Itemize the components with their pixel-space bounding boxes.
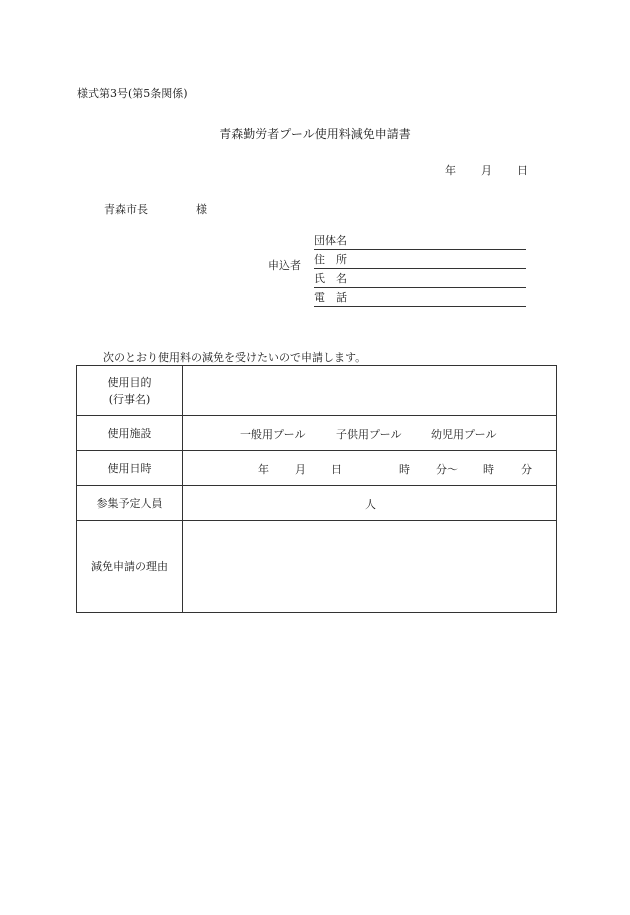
datetime-hour-from-label: 時 (399, 463, 410, 476)
facility-option-children-pool[interactable]: 子供用プール (336, 428, 402, 441)
address-label: 住 所 (314, 253, 347, 266)
reason-label-cell (77, 521, 183, 613)
name-field[interactable] (314, 272, 526, 288)
purpose-label-cell (77, 366, 183, 416)
datetime-minute-to-label: 分 (521, 463, 532, 476)
datetime-label: 使用日時 (107, 461, 152, 475)
applicant-label: 申込者 (268, 259, 301, 272)
purpose-sublabel: (行事名) (108, 392, 151, 406)
phone-label: 電 話 (314, 291, 347, 304)
datetime-label-cell (77, 451, 183, 486)
attendees-label-cell (77, 486, 183, 521)
reason-label: 減免申請の理由 (91, 560, 168, 573)
attendees-unit: 人 (365, 498, 376, 511)
date-year-label: 年 (445, 164, 456, 177)
name-label: 氏 名 (314, 272, 347, 285)
date-day-label: 日 (517, 164, 528, 177)
reason-input-cell[interactable] (183, 521, 557, 613)
group-name-label: 団体名 (314, 234, 347, 247)
facility-label-cell (77, 416, 183, 451)
table-row (77, 451, 557, 486)
application-table (76, 365, 557, 613)
phone-field[interactable] (314, 291, 526, 307)
attendees-input-cell[interactable] (183, 486, 557, 521)
form-number: 様式第3号(第5条関係) (77, 87, 188, 100)
purpose-label: 使用目的 (107, 375, 152, 389)
table-row (77, 486, 557, 521)
facility-option-general-pool[interactable]: 一般用プール (240, 428, 306, 441)
table-row (77, 416, 557, 451)
datetime-hour-to-label: 時 (483, 463, 494, 476)
attendees-label: 参集予定人員 (96, 496, 163, 510)
address-field[interactable] (314, 253, 526, 269)
facility-options-cell (183, 416, 557, 451)
facility-option-infant-pool[interactable]: 幼児用プール (431, 428, 497, 441)
addressee-honorific: 様 (196, 203, 207, 216)
date-month-label: 月 (481, 164, 492, 177)
table-row (77, 366, 557, 416)
table-row (77, 521, 557, 613)
datetime-month-label: 月 (295, 463, 306, 476)
document-title: 青森勤労者プール使用料減免申請書 (219, 127, 411, 141)
datetime-minute-from-label: 分〜 (436, 463, 458, 476)
group-name-field[interactable] (314, 234, 526, 250)
datetime-input-cell[interactable] (183, 451, 557, 486)
facility-label: 使用施設 (107, 426, 152, 440)
purpose-input-cell[interactable] (183, 366, 557, 416)
datetime-day-label: 日 (331, 463, 342, 476)
addressee-name: 青森市長 (104, 203, 148, 216)
intro-text: 次のとおり使用料の減免を受けたいので申請します。 (103, 351, 367, 364)
datetime-year-label: 年 (258, 463, 269, 476)
